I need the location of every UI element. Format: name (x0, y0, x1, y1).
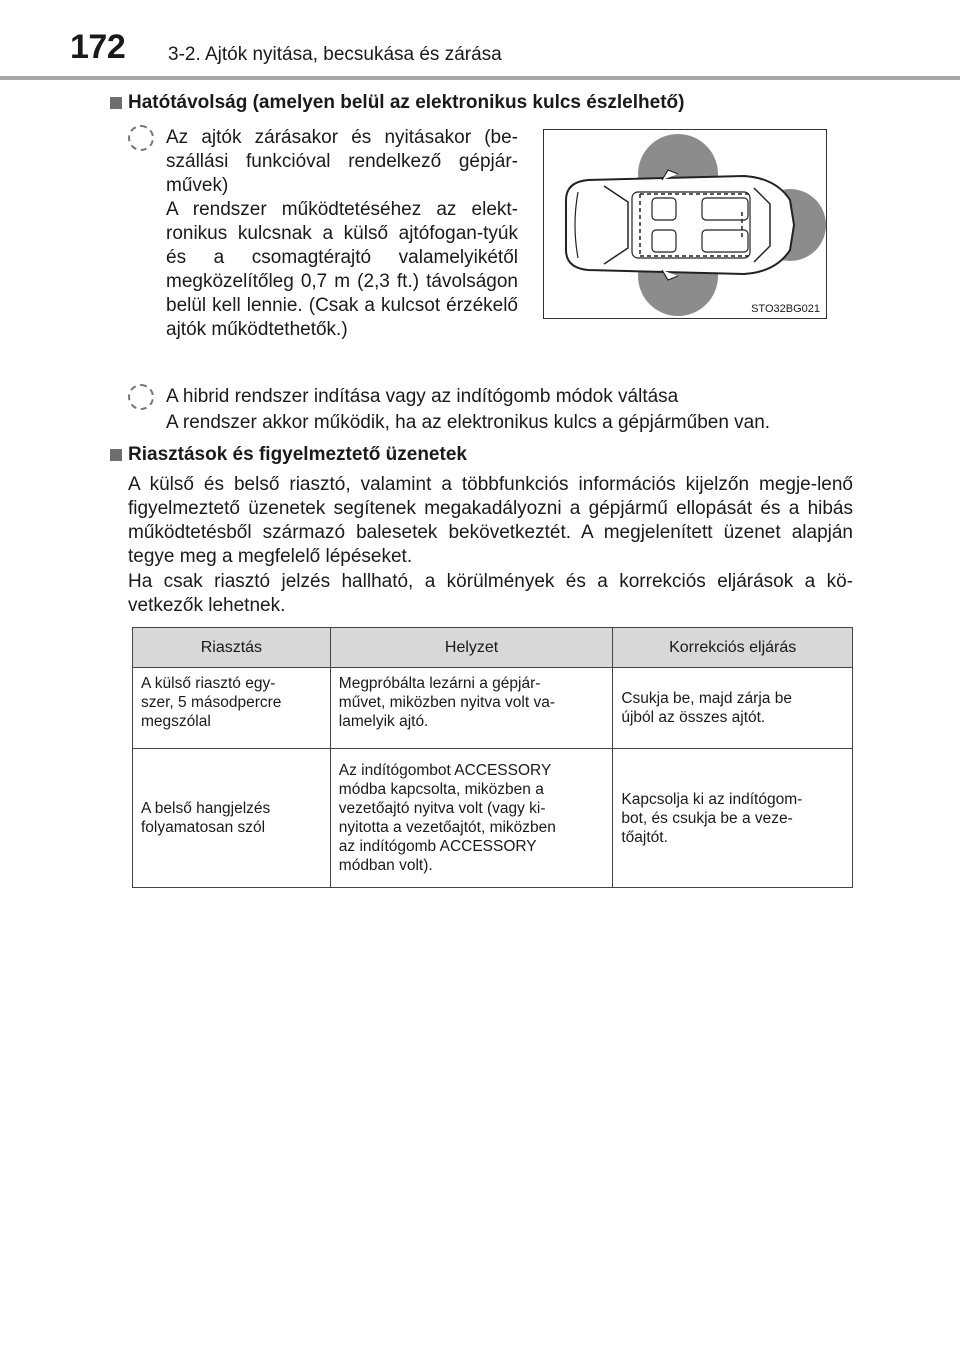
alarms-paragraph-2: Ha csak riasztó jelzés hallható, a körülmények és a korrekciós eljárások a kö-vetkezők lehetnek. (128, 571, 853, 616)
column-header-situation: Helyzet (330, 628, 613, 668)
table-row (133, 668, 853, 749)
table-cell: Az indítógombot ACCESSORY módba kapcsolta, miközben a vezetőajtó nyitva volt (vagy ki- nyitotta a vezetőajtót, miközben az indítógomb ACCESSORY módban volt). (338, 762, 556, 874)
header-divider (0, 76, 960, 80)
alarm-table (132, 627, 853, 888)
table-cell: Kapcsolja ki az indítógom- bot, és csukja be a veze- tőajtót. (621, 790, 803, 846)
item-hybrid-body: A rendszer akkor működik, ha az elektronikus kulcs a gépjárműben van. (166, 412, 771, 433)
section-heading-range-text: Hatótávolság (amelyen belül az elektronikus kulcs észlelhető) (128, 92, 685, 113)
alarms-paragraph-1: A külső és belső riasztó, valamint a többfunkciós információs kijelzőn megje-lenő figyelmeztető üzenetek segítenek megakadályozni a gépjármű ellopását és a hibás működtetésből származó balesetek bekövetkeztét. A megjelenített üzenet alapján tegye meg a megfelelő lépéseket. (128, 474, 853, 567)
section-heading-alarms-text: Riasztások és figyelmeztető üzenetek (128, 444, 467, 465)
item-doors-body: A rendszer működtetéséhez az elekt-ronikus kulcsnak a külső ajtófogan-tyúk és a csomagtérajtó valamelyikétől megközelítőleg 0,7 m (2,3 ft.) távolságon belül kell lennie. (Csak a kulcsot érzékelő ajtók működtethetők.) (166, 199, 518, 340)
figure-code: STO32BG021 (751, 303, 820, 315)
table-cell: A belső hangjelzés folyamatosan szól (141, 800, 271, 836)
square-bullet-icon (110, 97, 122, 109)
car-body (566, 176, 794, 274)
detection-range-figure (543, 129, 827, 319)
square-bullet-icon (110, 449, 122, 461)
table-row (133, 749, 853, 888)
table-cell: A külső riasztó egy- szer, 5 másodpercre megszólal (141, 675, 282, 730)
section-heading-alarms (110, 444, 467, 466)
column-header-correction: Korrekciós eljárás (613, 628, 853, 668)
chapter-title: 3-2. Ajtók nyitása, becsukása és zárása (168, 44, 502, 65)
table-cell: Megpróbálta lezárni a gépjár- művet, miközben nyitva volt va- lamelyik ajtó. (338, 675, 556, 730)
car-top-view-icon (544, 130, 828, 320)
item-hybrid-title: A hibrid rendszer indítása vagy az indítógomb módok váltása (166, 386, 679, 407)
column-header-alarm: Riasztás (133, 628, 331, 668)
section-heading-range (110, 92, 684, 114)
table-cell: Csukja be, majd zárja be újból az összes ajtót. (621, 690, 792, 726)
dashed-circle-bullet-icon (128, 125, 154, 151)
item-doors-title: Az ajtók zárásakor és nyitásakor (be-szállási funkcióval rendelkező gépjár-művek) (166, 127, 518, 196)
table-header-row (133, 628, 853, 668)
page-number: 172 (70, 28, 126, 66)
dashed-circle-bullet-icon (128, 384, 154, 410)
